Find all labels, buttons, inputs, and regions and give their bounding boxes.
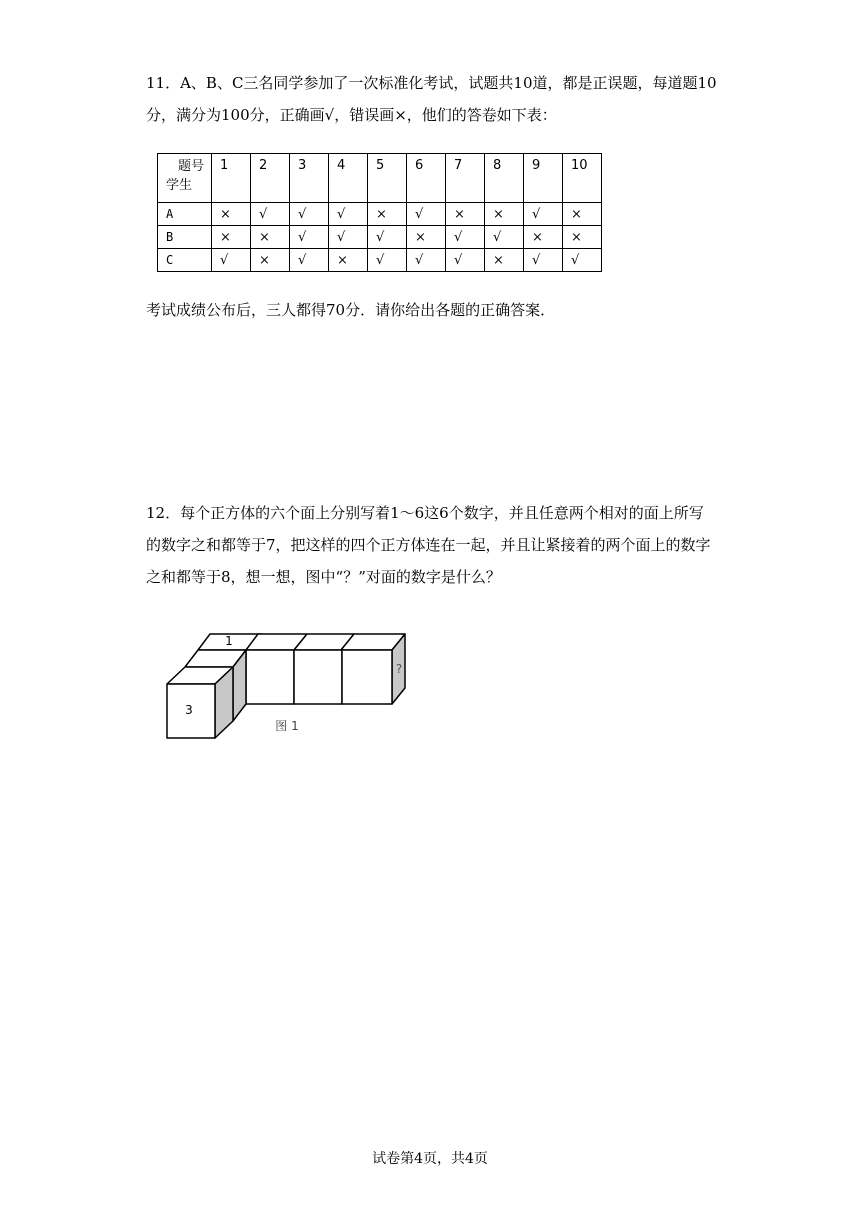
answer-mark: ×: [524, 226, 563, 249]
cube-front-face: [342, 650, 392, 704]
answer-mark: ×: [446, 203, 485, 226]
cube-top-label: 1: [225, 634, 233, 648]
answer-mark: √: [212, 249, 251, 272]
answer-mark: √: [407, 203, 446, 226]
student-name: B: [158, 226, 212, 249]
column-header: 9: [524, 154, 563, 203]
column-header: 10: [563, 154, 602, 203]
answer-mark: √: [290, 226, 329, 249]
answer-mark: √: [563, 249, 602, 272]
page-footer: 试卷第4页，共4页: [372, 1151, 488, 1167]
answer-mark: √: [329, 203, 368, 226]
table-row: [158, 249, 602, 272]
answer-mark: √: [329, 226, 368, 249]
q12-text-line1: 12．每个正方体的六个面上分别写着1～6这6个数字，并且任意两个相对的面上所写: [146, 504, 704, 522]
column-header: 4: [329, 154, 368, 203]
column-header: 5: [368, 154, 407, 203]
q12-text-line2: 的数字之和都等于7，把这样的四个正方体连在一起，并且让紧接着的两个面上的数字: [146, 536, 711, 554]
answer-mark: ×: [368, 203, 407, 226]
column-header: 8: [485, 154, 524, 203]
column-header: 6: [407, 154, 446, 203]
header-student-label: 学生: [166, 178, 193, 193]
answer-mark: √: [368, 249, 407, 272]
table-row: [158, 226, 602, 249]
cube-figure: [160, 628, 420, 743]
q12-text-line3: 之和都等于8，想一想，图中“？”对面的数字是什么？: [146, 568, 501, 586]
table-header-row: [158, 154, 602, 203]
answer-mark: √: [524, 203, 563, 226]
answer-mark: ×: [251, 249, 290, 272]
answer-mark: √: [407, 249, 446, 272]
q11-text-line2: 分，满分为100分，正确画√，错误画×，他们的答卷如下表：: [146, 106, 557, 124]
answer-mark: √: [524, 249, 563, 272]
figure-caption: 图 1: [275, 719, 299, 733]
q11-text-line1: 11．A、B、C三名同学参加了一次标准化考试，试题共10道，都是正误题，每道题10: [146, 74, 717, 92]
answer-mark: √: [485, 226, 524, 249]
cube-front-face: [246, 650, 294, 704]
column-header: 7: [446, 154, 485, 203]
answer-mark: ×: [485, 249, 524, 272]
column-header: 3: [290, 154, 329, 203]
cube-front-face: [294, 650, 342, 704]
answer-mark: ×: [212, 226, 251, 249]
answer-mark: ×: [251, 226, 290, 249]
answer-mark: ×: [212, 203, 251, 226]
column-header: 1: [212, 154, 251, 203]
q11-question-prompt: 考试成绩公布后，三人都得70分．请你给出各题的正确答案．: [146, 301, 556, 319]
answer-mark: √: [446, 249, 485, 272]
cube-unknown-label: ?: [395, 662, 403, 676]
cube-front-label: 3: [185, 703, 193, 717]
answer-mark: √: [251, 203, 290, 226]
answer-mark: √: [290, 249, 329, 272]
answer-mark: ×: [485, 203, 524, 226]
answer-mark: ×: [329, 249, 368, 272]
table-row: [158, 203, 602, 226]
answer-table: [157, 153, 602, 272]
header-corner-cell: [158, 154, 212, 203]
answer-mark: √: [290, 203, 329, 226]
column-header: 2: [251, 154, 290, 203]
student-name: A: [158, 203, 212, 226]
answer-mark: √: [446, 226, 485, 249]
answer-mark: ×: [563, 203, 602, 226]
header-question-label: 题号: [178, 159, 205, 174]
answer-mark: √: [368, 226, 407, 249]
student-name: C: [158, 249, 212, 272]
answer-mark: ×: [407, 226, 446, 249]
answer-mark: ×: [563, 226, 602, 249]
